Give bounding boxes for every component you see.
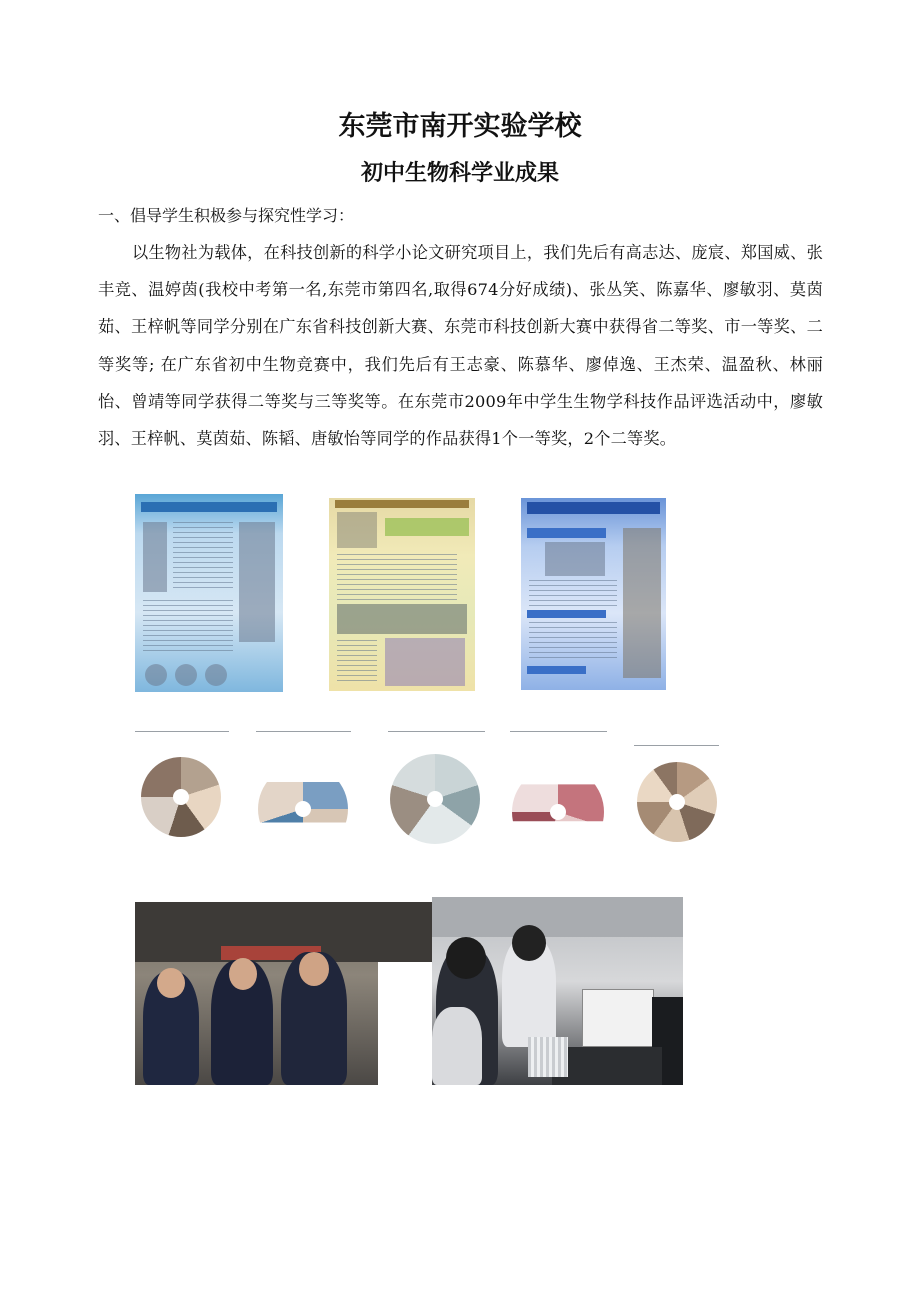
divider-line (256, 731, 351, 732)
poster-image-2 (329, 498, 475, 691)
page-subtitle: 初中生物科学业成果 (360, 161, 559, 186)
divider-line (510, 731, 607, 732)
page-title: 东莞市南开实验学校 (338, 111, 582, 142)
divider-line (135, 731, 229, 732)
poster-image-1 (135, 494, 283, 692)
cd-disc-image-3 (390, 754, 480, 844)
cd-disc-image-4 (512, 766, 604, 858)
body-paragraph: 以生物社为载体，在科技创新的科学小论文研究项目上，我们先后有高志达、庞宸、郑国威、张丰竞、温婷茵(我校中考第一名,东莞市第四名,取得674分好成绩)、张丛笑、陈嘉华、廖敏羽、莫茵茹、王梓帆等同学分别在广东省科技创新大赛、东莞市科技创新大赛中获得省二等奖、市一等奖、二等奖等; 在广东省初中生物竞赛中，我们先后有王志豪、陈慕华、廖倬逸、王杰荣、温盈秋、林丽怡、曾靖等同学获得二等奖与三等奖等。在东莞市2009年中学生生物学科技作品评选活动中，廖敏羽、王梓帆、莫茵茹、陈韬、唐敏怡等同学的作品获得1个一等奖，2个二等奖。 (98, 243, 823, 449)
section-heading: 一、倡导学生积极参与探究性学习： (98, 206, 355, 225)
cd-disc-image-2 (258, 764, 348, 854)
divider-line (388, 731, 485, 732)
photo-students-at-inspection-bureau (135, 902, 378, 1085)
cd-disc-image-1 (141, 757, 221, 837)
photo-students-in-laboratory (432, 897, 683, 1085)
poster-image-3 (521, 498, 666, 690)
divider-line (634, 745, 719, 746)
cd-disc-image-5 (637, 762, 717, 842)
